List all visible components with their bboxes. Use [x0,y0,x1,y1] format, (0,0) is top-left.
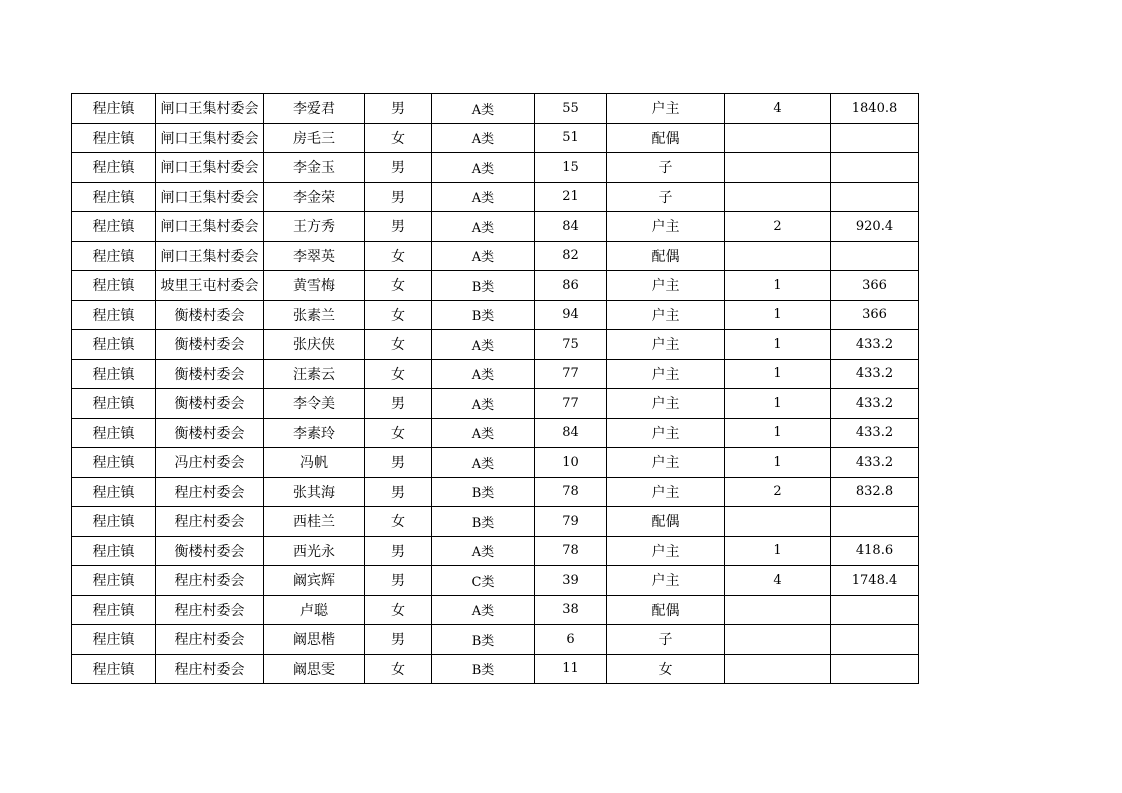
category-cell: A类 [432,241,535,271]
household-size-cell: 1 [725,271,831,301]
category-cell: A类 [432,418,535,448]
table-row [72,359,919,389]
gender-cell: 男 [365,94,432,124]
amount-cell: 366 [831,271,919,301]
amount-cell [831,595,919,625]
household-size-cell [725,507,831,537]
household-size-cell: 1 [725,359,831,389]
category-cell: A类 [432,123,535,153]
category-cell: A类 [432,182,535,212]
relation-cell: 配偶 [607,241,725,271]
relation-cell: 户主 [607,212,725,242]
gender-cell: 女 [365,330,432,360]
village-committee-cell: 程庄村委会 [156,566,264,596]
village-committee-cell: 闸口王集村委会 [156,123,264,153]
age-cell: 15 [535,153,607,183]
category-cell: B类 [432,477,535,507]
category-cell: A类 [432,448,535,478]
amount-cell: 433.2 [831,418,919,448]
category-cell: A类 [432,359,535,389]
gender-cell: 男 [365,389,432,419]
gender-cell: 男 [365,153,432,183]
amount-cell: 418.6 [831,536,919,566]
town-cell: 程庄镇 [72,212,156,242]
household-size-cell: 4 [725,566,831,596]
town-cell: 程庄镇 [72,566,156,596]
relation-cell: 户主 [607,300,725,330]
household-size-cell [725,153,831,183]
gender-cell: 男 [365,182,432,212]
town-cell: 程庄镇 [72,330,156,360]
town-cell: 程庄镇 [72,625,156,655]
town-cell: 程庄镇 [72,271,156,301]
category-cell: B类 [432,507,535,537]
amount-cell [831,123,919,153]
name-cell: 阚宾辉 [264,566,365,596]
relation-cell: 户主 [607,94,725,124]
household-size-cell [725,654,831,684]
table-row [72,477,919,507]
name-cell: 阚思雯 [264,654,365,684]
household-size-cell: 1 [725,300,831,330]
gender-cell: 女 [365,123,432,153]
village-committee-cell: 闸口王集村委会 [156,241,264,271]
category-cell: A类 [432,389,535,419]
gender-cell: 男 [365,625,432,655]
table-row [72,625,919,655]
household-size-cell: 2 [725,212,831,242]
town-cell: 程庄镇 [72,123,156,153]
village-committee-cell: 冯庄村委会 [156,448,264,478]
amount-cell: 920.4 [831,212,919,242]
town-cell: 程庄镇 [72,182,156,212]
amount-cell [831,654,919,684]
table-row [72,448,919,478]
relation-cell: 配偶 [607,123,725,153]
gender-cell: 女 [365,418,432,448]
gender-cell: 女 [365,654,432,684]
category-cell: A类 [432,212,535,242]
village-committee-cell: 衡楼村委会 [156,536,264,566]
relation-cell: 户主 [607,330,725,360]
village-committee-cell: 闸口王集村委会 [156,182,264,212]
age-cell: 51 [535,123,607,153]
data-table [71,93,919,684]
amount-cell: 1748.4 [831,566,919,596]
amount-cell [831,241,919,271]
age-cell: 21 [535,182,607,212]
household-size-cell: 1 [725,389,831,419]
village-committee-cell: 程庄村委会 [156,595,264,625]
village-committee-cell: 衡楼村委会 [156,418,264,448]
name-cell: 李金玉 [264,153,365,183]
village-committee-cell: 程庄村委会 [156,477,264,507]
gender-cell: 男 [365,536,432,566]
name-cell: 房毛三 [264,123,365,153]
table-row [72,536,919,566]
village-committee-cell: 衡楼村委会 [156,359,264,389]
town-cell: 程庄镇 [72,359,156,389]
relation-cell: 户主 [607,536,725,566]
household-size-cell [725,595,831,625]
amount-cell: 433.2 [831,448,919,478]
gender-cell: 男 [365,212,432,242]
category-cell: A类 [432,330,535,360]
name-cell: 汪素云 [264,359,365,389]
town-cell: 程庄镇 [72,507,156,537]
age-cell: 11 [535,654,607,684]
table-row [72,418,919,448]
amount-cell: 1840.8 [831,94,919,124]
table-row [72,654,919,684]
table-row [72,123,919,153]
household-size-cell: 4 [725,94,831,124]
table-row [72,212,919,242]
relation-cell: 户主 [607,477,725,507]
age-cell: 75 [535,330,607,360]
amount-cell [831,182,919,212]
age-cell: 55 [535,94,607,124]
relation-cell: 户主 [607,418,725,448]
table-row [72,241,919,271]
age-cell: 6 [535,625,607,655]
relation-cell: 子 [607,625,725,655]
village-committee-cell: 衡楼村委会 [156,389,264,419]
name-cell: 阚思楷 [264,625,365,655]
village-committee-cell: 衡楼村委会 [156,330,264,360]
relation-cell: 户主 [607,389,725,419]
gender-cell: 男 [365,477,432,507]
table-row [72,94,919,124]
household-size-cell [725,123,831,153]
household-size-cell: 1 [725,330,831,360]
household-size-cell: 1 [725,536,831,566]
name-cell: 卢聪 [264,595,365,625]
relation-cell: 子 [607,182,725,212]
relation-cell: 户主 [607,271,725,301]
category-cell: B类 [432,300,535,330]
age-cell: 84 [535,212,607,242]
relation-cell: 户主 [607,359,725,389]
town-cell: 程庄镇 [72,94,156,124]
name-cell: 李金荣 [264,182,365,212]
name-cell: 李令美 [264,389,365,419]
name-cell: 李爱君 [264,94,365,124]
household-size-cell [725,625,831,655]
village-committee-cell: 闸口王集村委会 [156,94,264,124]
age-cell: 82 [535,241,607,271]
town-cell: 程庄镇 [72,654,156,684]
town-cell: 程庄镇 [72,389,156,419]
category-cell: A类 [432,595,535,625]
amount-cell: 433.2 [831,330,919,360]
village-committee-cell: 闸口王集村委会 [156,212,264,242]
amount-cell: 433.2 [831,359,919,389]
name-cell: 黄雪梅 [264,271,365,301]
gender-cell: 男 [365,566,432,596]
household-size-cell [725,241,831,271]
table-row [72,271,919,301]
gender-cell: 女 [365,595,432,625]
name-cell: 冯帆 [264,448,365,478]
town-cell: 程庄镇 [72,536,156,566]
amount-cell: 366 [831,300,919,330]
name-cell: 王方秀 [264,212,365,242]
village-committee-cell: 程庄村委会 [156,654,264,684]
age-cell: 94 [535,300,607,330]
category-cell: B类 [432,654,535,684]
relation-cell: 子 [607,153,725,183]
table-body [72,94,919,684]
category-cell: B类 [432,271,535,301]
relation-cell: 配偶 [607,595,725,625]
relation-cell: 户主 [607,448,725,478]
name-cell: 张素兰 [264,300,365,330]
town-cell: 程庄镇 [72,595,156,625]
name-cell: 西桂兰 [264,507,365,537]
name-cell: 李翠英 [264,241,365,271]
age-cell: 39 [535,566,607,596]
category-cell: A类 [432,536,535,566]
village-committee-cell: 坡里王屯村委会 [156,271,264,301]
table-row [72,153,919,183]
category-cell: B类 [432,625,535,655]
category-cell: C类 [432,566,535,596]
village-committee-cell: 程庄村委会 [156,507,264,537]
age-cell: 78 [535,477,607,507]
amount-cell [831,507,919,537]
gender-cell: 女 [365,241,432,271]
town-cell: 程庄镇 [72,448,156,478]
gender-cell: 女 [365,359,432,389]
relation-cell: 女 [607,654,725,684]
age-cell: 84 [535,418,607,448]
age-cell: 78 [535,536,607,566]
name-cell: 张其海 [264,477,365,507]
relation-cell: 配偶 [607,507,725,537]
village-committee-cell: 程庄村委会 [156,625,264,655]
household-size-cell: 1 [725,448,831,478]
age-cell: 79 [535,507,607,537]
table-row [72,595,919,625]
town-cell: 程庄镇 [72,241,156,271]
relation-cell: 户主 [607,566,725,596]
name-cell: 西光永 [264,536,365,566]
amount-cell [831,153,919,183]
age-cell: 86 [535,271,607,301]
town-cell: 程庄镇 [72,153,156,183]
table-row [72,182,919,212]
table-row [72,300,919,330]
name-cell: 李素玲 [264,418,365,448]
table-row [72,507,919,537]
village-committee-cell: 衡楼村委会 [156,300,264,330]
amount-cell: 433.2 [831,389,919,419]
household-size-cell: 2 [725,477,831,507]
table-row [72,389,919,419]
category-cell: A类 [432,153,535,183]
amount-cell: 832.8 [831,477,919,507]
gender-cell: 女 [365,507,432,537]
name-cell: 张庆侠 [264,330,365,360]
household-size-cell: 1 [725,418,831,448]
age-cell: 77 [535,389,607,419]
town-cell: 程庄镇 [72,300,156,330]
gender-cell: 男 [365,448,432,478]
town-cell: 程庄镇 [72,477,156,507]
amount-cell [831,625,919,655]
household-size-cell [725,182,831,212]
age-cell: 77 [535,359,607,389]
age-cell: 38 [535,595,607,625]
town-cell: 程庄镇 [72,418,156,448]
village-committee-cell: 闸口王集村委会 [156,153,264,183]
gender-cell: 女 [365,300,432,330]
age-cell: 10 [535,448,607,478]
category-cell: A类 [432,94,535,124]
table-row [72,330,919,360]
table-row [72,566,919,596]
gender-cell: 女 [365,271,432,301]
